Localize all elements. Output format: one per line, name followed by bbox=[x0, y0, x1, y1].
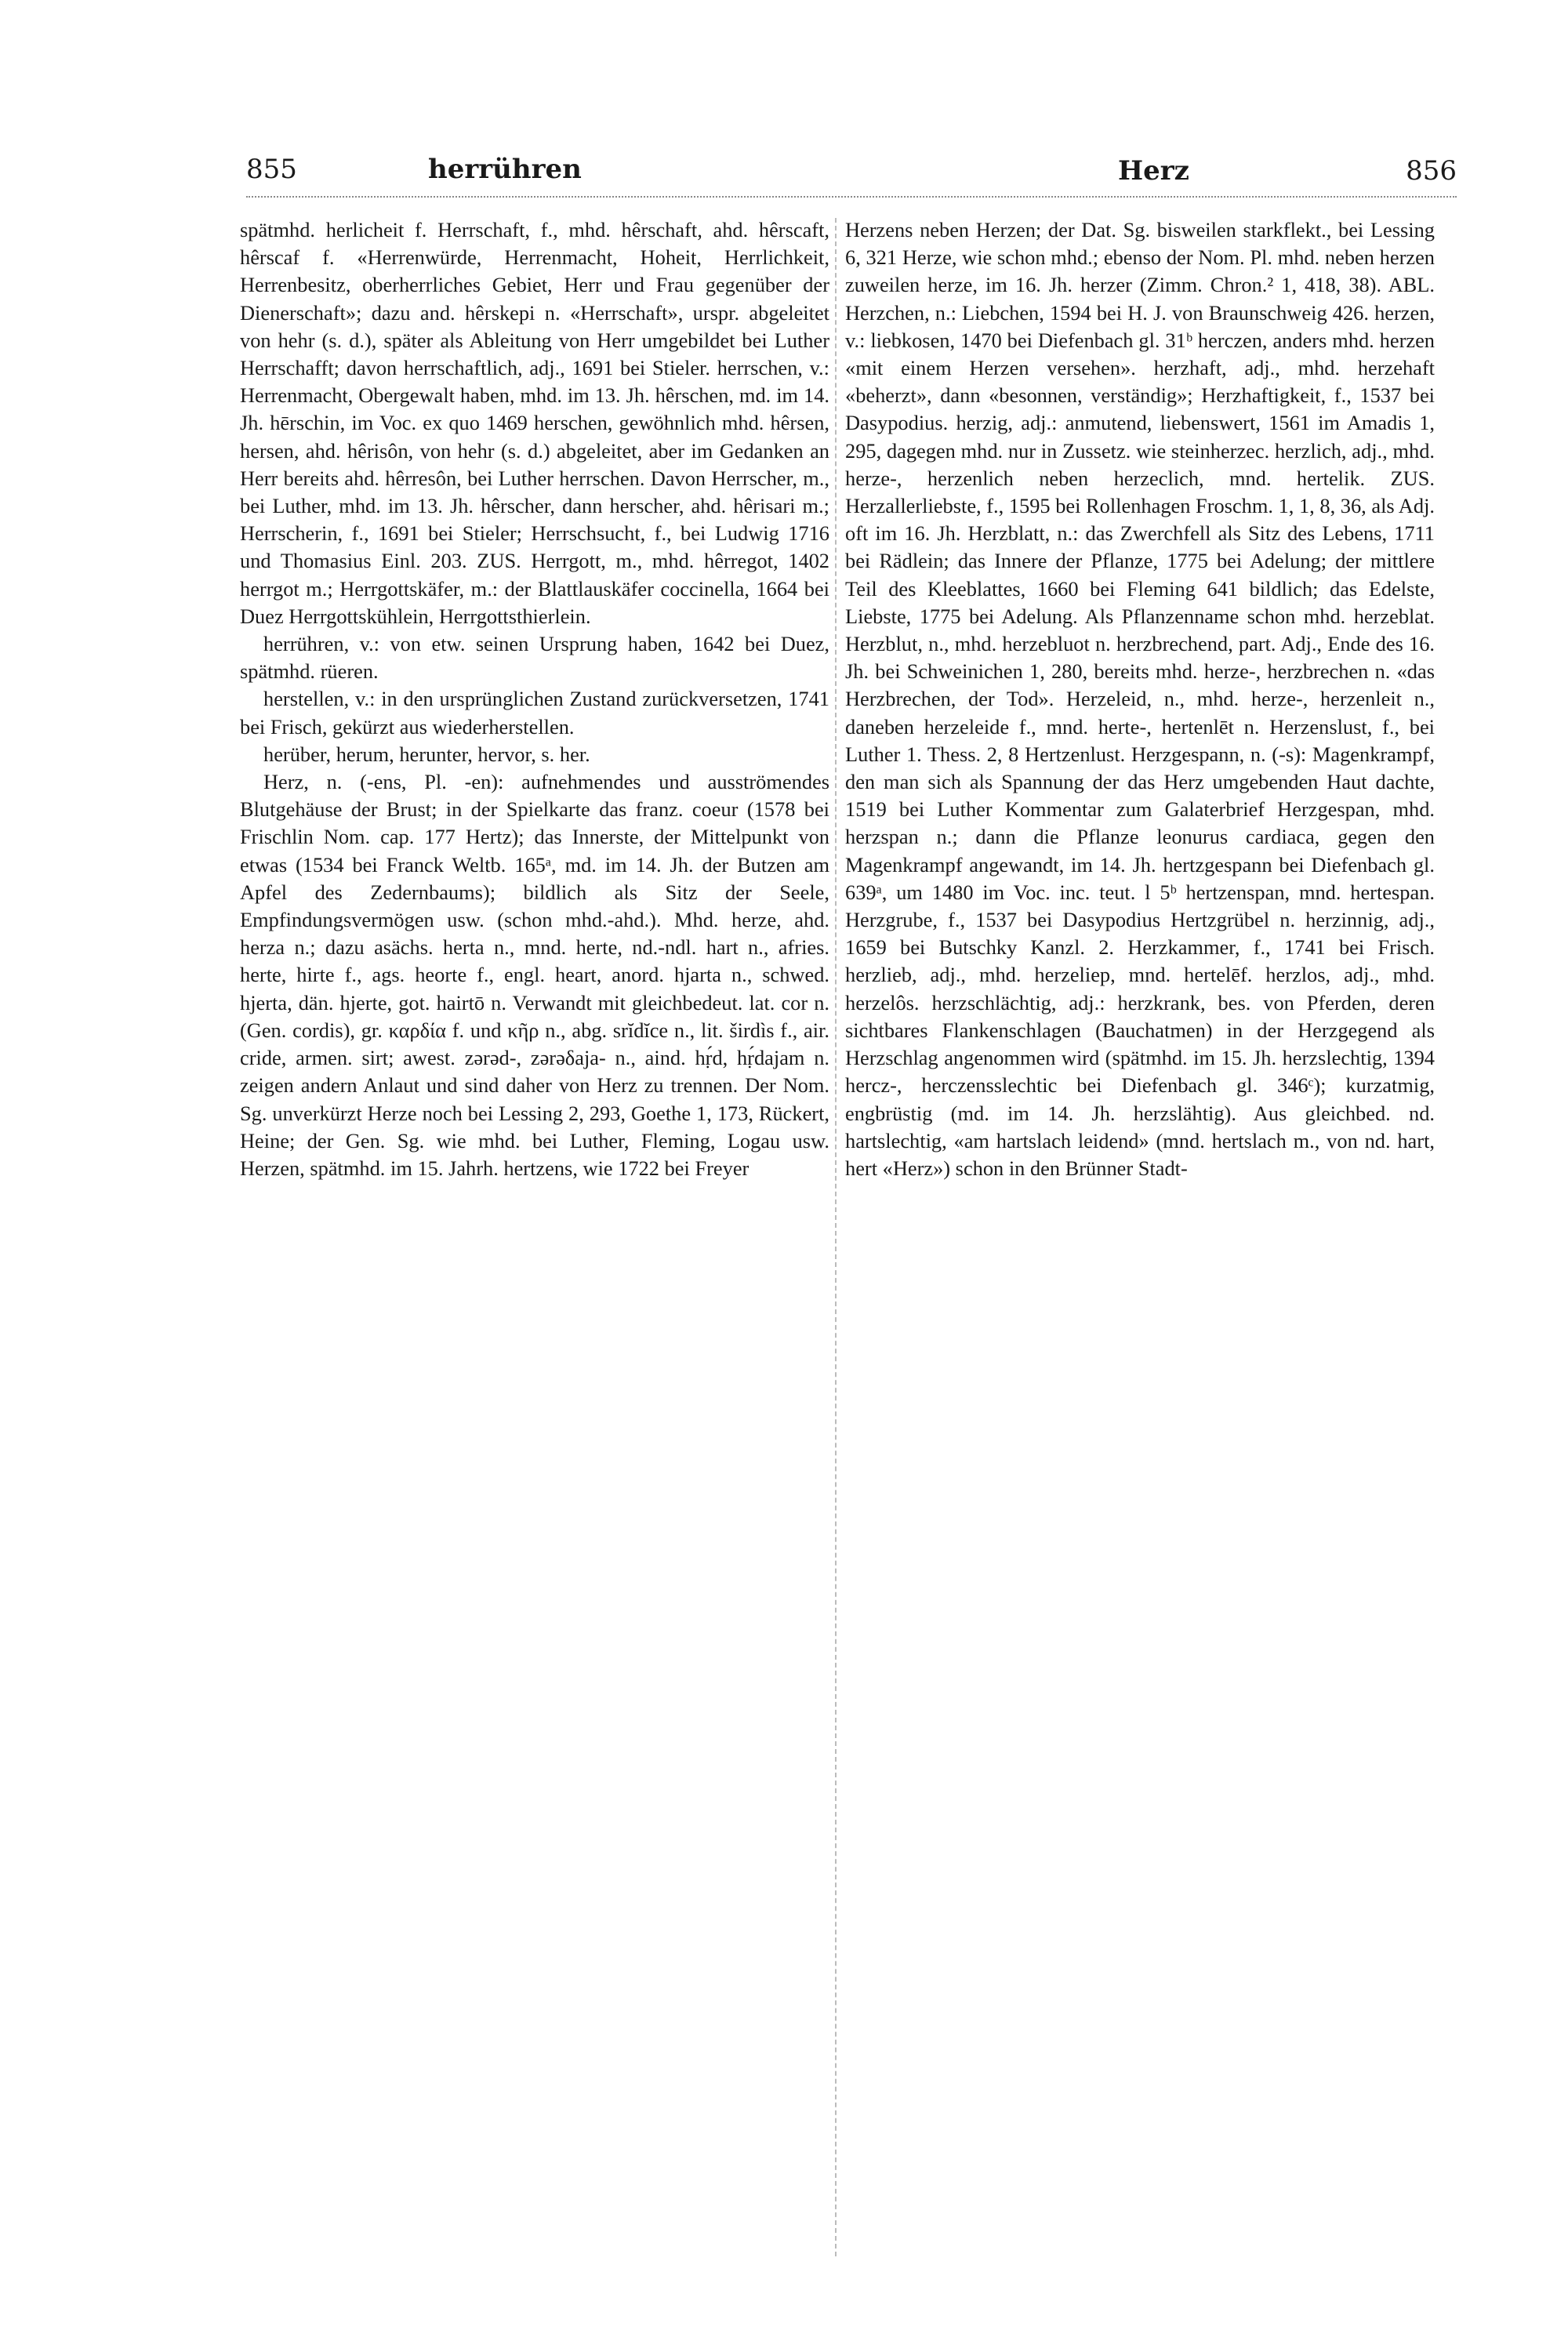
right-column bbox=[845, 216, 1435, 1182]
entry-herz: Herz, n. (-ens, Pl. -en): aufnehmendes und ausströmendes Blutgehäuse der Brust; in der Spielkarte das franz. coeur (1578 bei Frischlin Nom. cap. 177 Hertz); das Innerste, der Mittelpunkt von etwas (1534 bei Franck Weltb. 165ᵃ, md. im 14. Jh. der Butzen am Apfel des Zedernbaums); bildlich als Sitz der Seele, Empfindungsvermögen usw. (schon mhd.-ahd.). Mhd. herze, ahd. herza n.; dazu asächs. herta n., mnd. herte, nd.-ndl. hart n., afries. herte, hirte f., ags. heorte f., engl. heart, anord. hjarta n., schwed. hjerta, dän. hjerte, got. hairtō n. Verwandt mit gleichbedeut. lat. cor n. (Gen. cordis), gr. καρδία f. und κῆρ n., abg. srĭdĭce n., lit. širdìs f., air. cride, armen. sirt; awest. zərəd-, zərəδaja- n., aind. hṛ́d, hṛ́dajam n. zeigen andern Anlaut und sind daher von Herz zu trennen. Der Nom. Sg. unverkürzt Herze noch bei Lessing 2, 293, Goethe 1, 173, Rückert, Heine; der Gen. Sg. wie mhd. bei Luther, Fleming, Logau usw. Herzen, spätmhd. im 15. Jahrh. hertzens, wie 1722 bei Freyer bbox=[240, 770, 829, 1180]
entry-herueber: herüber, herum, herunter, hervor, s. her. bbox=[263, 742, 590, 766]
left-column bbox=[240, 216, 829, 1182]
page-number-left: 855 bbox=[246, 154, 297, 185]
running-headword-left: herrühren bbox=[428, 154, 582, 185]
running-headword-right: Herz bbox=[1118, 155, 1189, 187]
entry-herz-continued: Herzens neben Herzen; der Dat. Sg. bisweilen starkflekt., bei Lessing 6, 321 Herze, wie schon mhd.; ebenso der Nom. Pl. mhd. neben herzen zuweilen herze, im 16. Jh. herzer (Zimm. Chron.² 1, 418, 38). ABL. Herzchen, n.: Liebchen, 1594 bei H. J. von Braunschweig 426. herzen, v.: liebkosen, 1470 bei Diefenbach gl. 31ᵇ herczen, anders mhd. herzen «mit einem Herzen versehen». herzhaft, adj., mhd. herzehaft «beherzt», dann «besonnen, verständig»; Herzhaftigkeit, f., 1537 bei Dasypodius. herzig, adj.: anmutend, liebenswert, 1561 im Amadis 1, 295, dagegen mhd. nur in Zussetz. wie steinherzec. herzlich, adj., mhd. herze-, herzenlich neben herzeclich, mnd. hertelik. ZUS. Herzallerliebste, f., 1595 bei Rollenhagen Froschm. 1, 1, 8, 36, als Adj. oft im 16. Jh. Herzblatt, n.: das Zwerchfell als Sitz des Lebens, 1711 bei Rädlein; das Innere der Pflanze, 1775 bei Adelung; der mittlere Teil des Kleeblattes, 1660 bei Fleming 641 bildlich; das Edelste, Liebste, 1775 bei Adelung. Als Pflanzenname schon mhd. herzeblat. Herzblut, n., mhd. herzebluot n. herzbrechend, part. Adj., Ende des 16. Jh. bei Schweinichen 1, 280, bereits mhd. herze-, herzbrechen n. «das Herzbrechen, der Tod». Herzeleid, n., mhd. herze-, herzenleit n., daneben herzeleide f., mnd. herte-, hertenlēt n. Herzenslust, f., bei Luther 1. Thess. 2, 8 Hertzenlust. Herzgespann, n. (-s): Magenkrampf, den man sich als Spannung der das Herz umgebenden Haut dachte, 1519 bei Luther Kommentar zum Galaterbrief Herzgespan, mhd. herzspan n.; dann die Pflanze leonurus cardiaca, gegen den Magenkrampf angewandt, im 14. Jh. hertzgespann bei Diefenbach gl. 639ᵃ, um 1480 im Voc. inc. teut. l 5ᵇ hertzenspan, mnd. hertespan. Herzgrube, f., 1537 bei Dasypodius Hertzgrübel n. herzinnig, adj., 1659 bei Butschky Kanzl. 2. Herzkammer, f., 1741 bei Frisch. herzlieb, adj., mhd. herzeliep, mnd. hertelēf. herzlos, adj., mhd. herzelôs. herzschlächtig, adj.: herzkrank, bes. von Pferden, deren sichtbares Flankenschlagen (Bauchatmen) in der Herzgegend als Herzschlag angenommen wird (spätmhd. im 15. Jh. herzslechtig, 1394 hercz-, herczensslechtic bei Diefenbach gl. 346ᶜ); kurzatmig, engbrüstig (md. im 14. Jh. herzslähtig). Aus gleichbed. nd. hartslechtig, «am hartslach leidend» (mnd. hertslach m., von nd. hart, hert «Herz») schon in den Brünner Stadt- bbox=[845, 218, 1435, 1180]
entry-herrschaft-continued: spätmhd. herlicheit f. Herrschaft, f., mhd. hêrschaft, ahd. hêrscaft, hêrscaf f. «Herrenwürde, Herrenmacht, Hoheit, Herrlichkeit, Herrenbesitz, oberherrliches Gebiet, Herr und Frau gegenüber der Dienerschaft»; dazu and. hêrskepi n. «Herrschaft», urspr. abgeleitet von hehr (s. d.), später als Ableitung von Herr umgebildet bei Luther Herrschafft; davon herrschaftlich, adj., 1691 bei Stieler. herrschen, v.: Herrenmacht, Obergewalt haben, mhd. im 13. Jh. hêrschen, md. im 14. Jh. hērschin, im Voc. ex quo 1469 herschen, gewöhnlich mhd. hêrsen, hersen, ahd. hêrisôn, von hehr (s. d.) abgeleitet, aber im Gedanken an Herr bereits ahd. hêrresôn, bei Luther herrschen. Davon Herrscher, m., bei Luther, mhd. im 13. Jh. hêrscher, dann herscher, ahd. hêrisari m.; Herrscherin, f., 1691 bei Stieler; Herrschsucht, f., bei Ludwig 1716 und Thomasius Einl. 203. ZUS. Herrgott, m., mhd. hêrregot, 1402 herrgot m.; Herrgottskäfer, m.: der Blattlauskäfer coccinella, 1664 bei Duez Herrgottskühlein, Herrgottsthierlein. bbox=[240, 218, 829, 628]
entry-herruehren: herrühren, v.: von etw. seinen Ursprung haben, 1642 bei Duez, spätmhd. rüeren. bbox=[240, 632, 829, 684]
running-header bbox=[246, 154, 1457, 198]
column-divider bbox=[835, 218, 837, 2256]
page-number-right: 856 bbox=[1406, 155, 1457, 187]
entry-herstellen: herstellen, v.: in den ursprünglichen Zustand zurückversetzen, 1741 bei Frisch, gekürzt aus wiederherstellen. bbox=[240, 687, 829, 739]
